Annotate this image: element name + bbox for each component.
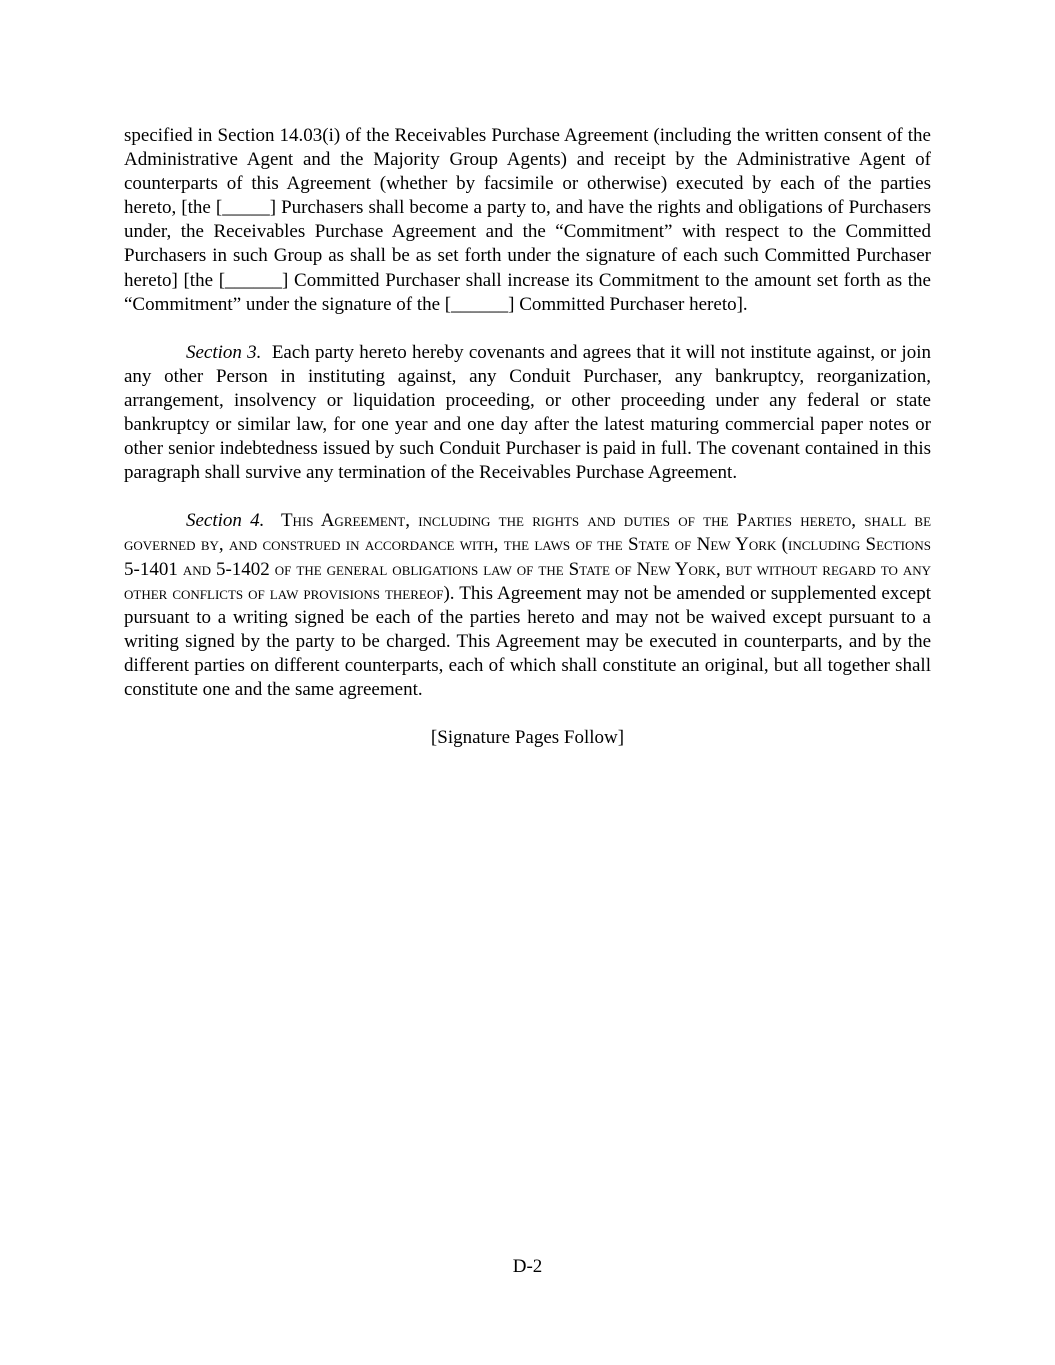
signature-pages-note: [Signature Pages Follow]: [430, 727, 625, 749]
section-4-paragraph: [124, 509, 931, 702]
document-body: [124, 124, 931, 750]
section-3-label: Section 3.: [186, 341, 262, 363]
paragraph-continuation: specified in Section 14.03(i) of the Receivables Purchase Agreement (including the written consent of the Administrative Agent and the Majority Group Agents) and receipt by the Administrative Agent of counterparts of this Agreement (whether by facsimile or otherwise) executed by each of the parties hereto, [the [_____] Purchasers shall become a party to, and have the rights and obligations of Purchasers under, the Receivables Purchase Agreement and the “Commitment” with respect to the Committed Purchasers in such Group as shall be as set forth under the signature of each such Committed Purchaser hereto] [the [______] Committed Purchaser shall increase its Commitment to the amount set forth as the “Commitment” under the signature of the [______] Committed Purchaser hereto].: [124, 125, 931, 315]
section-3-paragraph: [124, 341, 931, 486]
page-number: D-2: [512, 1256, 543, 1277]
section-4-governing-law: This Agreement, including the rights and duties of the Parties hereto, shall be governed by, and construed in accordance with, the laws of the State of New York (including Sections 5-1401 and 5-1402 of the general obligations law of the State of New York, but without regard to any other conflicts of law provisions thereof).: [124, 510, 932, 604]
section-3-text: Each party hereto hereby covenants and agrees that it will not institute against, or join any other Person in instituting against, any Conduit Purchaser, any bankruptcy, reorganization, arrangement, insolvency or liquidation proceeding, or other proceeding under any federal or state bankruptcy or similar law, for one year and one day after the latest maturing commercial paper notes or other senior indebtedness issued by such Conduit Purchaser is paid in full. The covenant contained in this paragraph shall survive any termination of the Receivables Purchase Agreement.: [124, 341, 931, 484]
section-4-label: Section 4.: [186, 510, 265, 532]
section-4-text: This Agreement may not be amended or supplemented except pursuant to a writing signed be each of the parties hereto and may not be waived except pursuant to a writing signed by the party to be charged. This Agreement may be executed in counterparts, and by the different parties on different counterparts, each of which shall constitute an original, but all together shall constitute one and the same agreement.: [124, 582, 931, 700]
